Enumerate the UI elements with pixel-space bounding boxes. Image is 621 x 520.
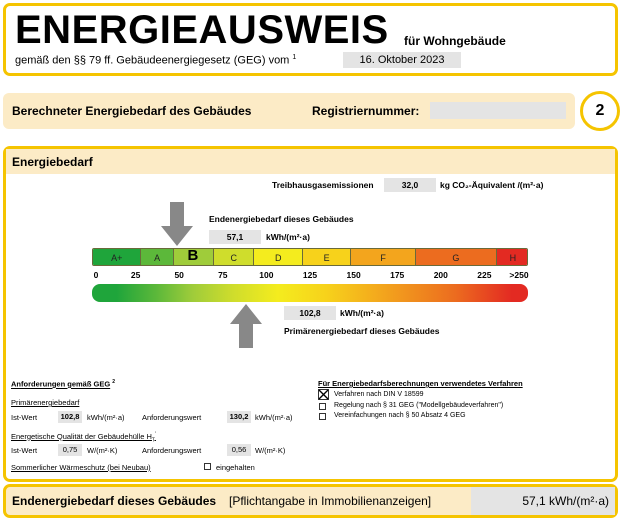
methods-title [318, 379, 523, 388]
footer-value-text: 57,1 kWh/(m²·a) [522, 494, 609, 508]
primary-req-title [11, 398, 79, 407]
primary-anf-value: 130,2 [227, 411, 251, 423]
summer-protection-text: Sommerlicher Wärmeschutz (bei Neubau) [11, 463, 151, 472]
primary-anf-unit: kWh/(m²·a) [255, 413, 293, 422]
end-energy-arrow-icon [161, 202, 193, 246]
footer-label: Endenergiebedarf dieses Gebäudes [12, 494, 217, 508]
footer-note: [Pflichtangabe in Immobilienanzeigen] [229, 494, 432, 508]
summer-protection-option: eingehalten [216, 463, 255, 472]
end-energy-value: 57,1 [209, 230, 261, 244]
requirements-title-text: Anforderungen gemäß GEG [11, 379, 111, 389]
primary-anf-label: Anforderungswert [142, 413, 202, 422]
document-subtitle: für Wohngebäude [404, 34, 506, 48]
class-segment-a: A [141, 249, 173, 266]
section-title: Berechneter Energiebedarf des Gebäudes [12, 104, 252, 118]
class-segment-c: C [214, 249, 254, 266]
envelope-title-text: Energetische Qualität der Gebäudehülle H [11, 431, 152, 441]
class-segment-f: F [351, 249, 416, 266]
energy-section-title: Energiebedarf [12, 155, 93, 169]
ghg-unit: kg CO₂-Äquivalent /(m²·a) [440, 180, 544, 190]
scale-tick-label: 75 [218, 270, 228, 280]
ghg-value: 32,0 [384, 178, 436, 192]
energy-title-band [6, 149, 615, 174]
law-reference [15, 54, 296, 67]
scale-tick-label: 150 [346, 270, 361, 280]
method-option-din: Verfahren nach DIN V 18599 [334, 391, 424, 398]
law-text: gemäß den §§ 79 ff. Gebäudeenergiegesetz (GEG) vom [15, 54, 290, 67]
class-segment-e: E [303, 249, 351, 266]
page-number: 2 [595, 102, 605, 119]
scale-tick-label: >250 [509, 270, 529, 280]
gradient-bar [92, 284, 528, 302]
envelope-anf-value: 0,56 [227, 444, 251, 456]
primary-ist-unit: kWh/(m²·a) [87, 413, 125, 422]
requirements-footnote: 2 [112, 379, 116, 385]
class-segment-h: H [497, 249, 528, 266]
primary-energy-value: 102,8 [284, 306, 336, 320]
method-checkbox-31[interactable] [319, 403, 326, 410]
primary-req-title-text: Primärenergiebedarf [11, 398, 80, 407]
primary-energy-label: Primärenergiebedarf dieses Gebäudes [284, 326, 440, 336]
issue-date: 16. Oktober 2023 [343, 52, 461, 68]
envelope-sub: T [151, 437, 155, 443]
document-title: ENERGIEAUSWEIS [15, 8, 389, 52]
method-checkbox-50[interactable] [319, 413, 326, 420]
end-energy-label: Endenergiebedarf dieses Gebäudes [209, 214, 354, 224]
primary-ist-label: Ist-Wert [11, 413, 38, 422]
summer-protection-checkbox[interactable] [204, 463, 211, 470]
scale-tick-label: 225 [477, 270, 492, 280]
scale-tick-label: 50 [174, 270, 184, 280]
scale-axis [0, 270, 621, 282]
primary-energy-unit: kWh/(m²·a) [340, 308, 384, 318]
primary-ist-value: 102,8 [58, 411, 82, 423]
end-energy-unit: kWh/(m²·a) [266, 232, 310, 242]
scale-tick-label: 200 [433, 270, 448, 280]
class-segment-aplus: A+ [93, 249, 141, 266]
scale-tick-label: 100 [259, 270, 274, 280]
requirements-title [11, 379, 115, 389]
class-segment-g: G [416, 249, 497, 266]
envelope-sup: ' [154, 431, 156, 437]
scale-tick-label: 25 [130, 270, 141, 280]
class-segment-d: D [254, 249, 302, 266]
ghg-label: Treibhausgasemissionen [272, 180, 374, 190]
primary-energy-arrow-icon [230, 304, 262, 348]
scale-tick-label: 0 [93, 270, 99, 280]
method-option-50: Vereinfachungen nach § 50 Absatz 4 GEG [334, 412, 466, 419]
summer-protection-label [11, 463, 151, 472]
envelope-anf-unit: W/(m²·K) [255, 446, 286, 455]
envelope-title [11, 431, 156, 443]
scale-tick-label: 125 [302, 270, 318, 280]
registration-label: Registriernummer: [312, 104, 420, 118]
current-class-marker: B [187, 247, 199, 264]
scale-tick-label: 175 [390, 270, 405, 280]
law-footnote: 1 [292, 54, 297, 61]
envelope-ist-label: Ist-Wert [11, 446, 38, 455]
methods-title-text: Für Energiebedarfsberechnungen verwendetes Verfahren [318, 379, 523, 388]
envelope-ist-value: 0,75 [58, 444, 82, 456]
method-option-31: Regelung nach § 31 GEG ("Modellgebäudeverfahren") [334, 402, 504, 409]
page-number-badge [580, 91, 620, 131]
envelope-anf-label: Anforderungswert [142, 446, 202, 455]
registration-number-field [430, 102, 566, 119]
method-checkbox-checked-icon[interactable] [318, 389, 329, 400]
envelope-ist-unit: W/(m²·K) [87, 446, 118, 455]
energy-class-bar [92, 248, 528, 266]
